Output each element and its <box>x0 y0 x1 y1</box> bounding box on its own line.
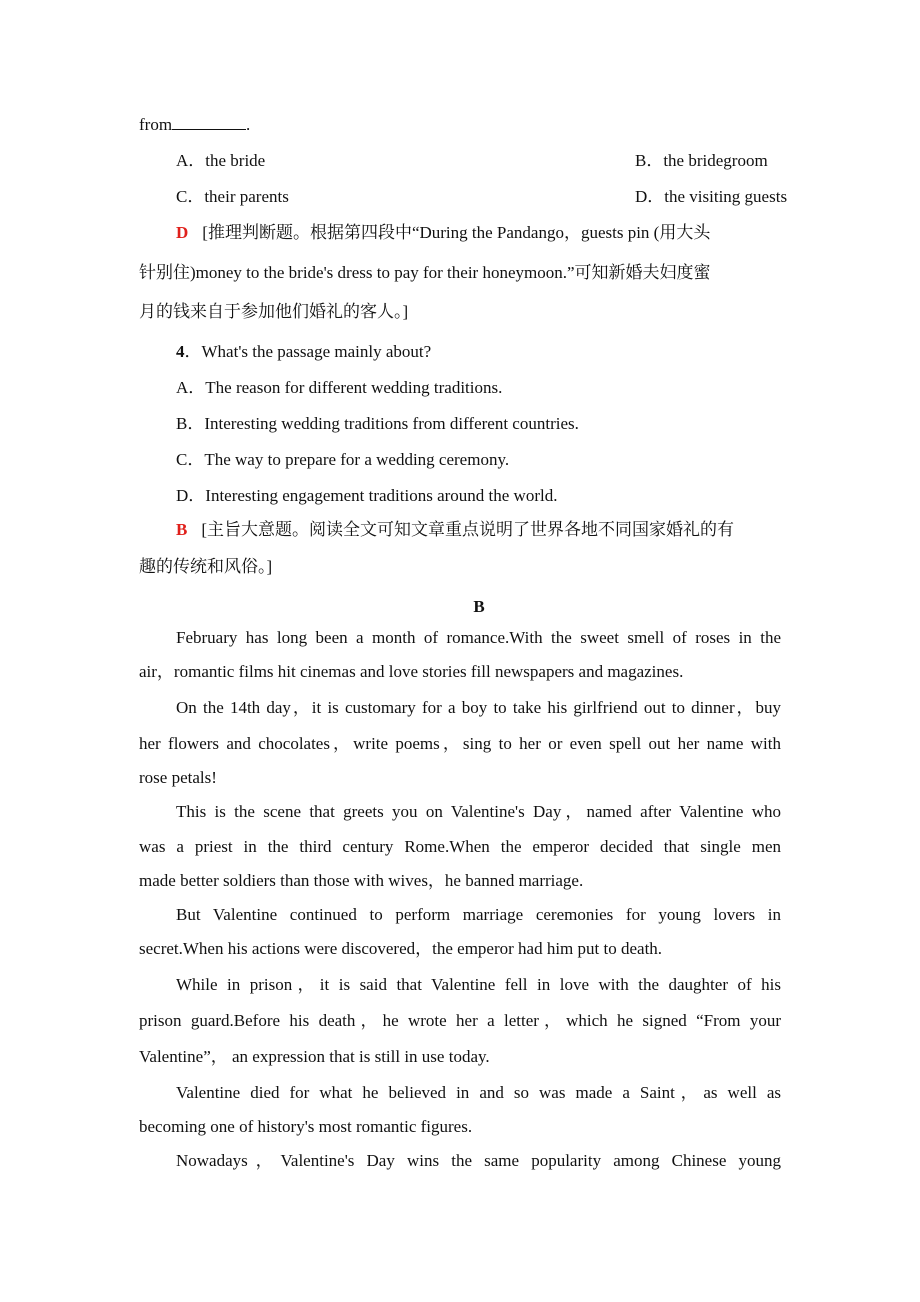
q3-option-d: D．the visiting guests <box>635 187 788 206</box>
answer-blank <box>172 114 246 130</box>
passage-line: prison guard.Before his death，he wrote her a letter，which he signed “From your <box>139 1011 781 1030</box>
passage-line: But Valentine continued to perform marriage ceremonies for young lovers in <box>176 905 781 924</box>
passage-line: February has long been a month of romance.With the sweet smell of roses in the <box>176 628 781 647</box>
q4-option-d: D．Interesting engagement traditions around the world. <box>176 486 558 505</box>
passage-line: This is the scene that greets you on Valentine's Day，named after Valentine who <box>176 802 781 821</box>
q3-explanation-line-1: D [推理判断题。根据第四段中“During the Pandango，guests pin (用大头 <box>176 223 711 242</box>
q3-options-row-1 <box>176 149 781 173</box>
q4-number: 4 <box>176 342 185 361</box>
q4-stem: 4．What's the passage mainly about? <box>176 342 432 361</box>
passage-line: Valentine”， an expression that is still in use today. <box>139 1047 490 1066</box>
passage-line: Valentine died for what he believed in and so was made a Saint，as well as <box>176 1083 781 1102</box>
q3-stem: from . <box>139 115 251 134</box>
q4-answer: B <box>176 520 188 539</box>
passage-line: On the 14th day，it is customary for a boy to take his girlfriend out to dinner，buy <box>176 698 781 717</box>
q3-option-b: B．the bridegroom <box>635 151 768 170</box>
q3-explanation-line-2: 针别住)money to the bride's dress to pay for their honeymoon.”可知新婚夫妇度蜜 <box>139 263 711 282</box>
q3-answer: D <box>176 223 189 242</box>
q3-option-c: C．their parents <box>176 187 289 206</box>
passage-line: air，romantic films hit cinemas and love stories fill newspapers and magazines. <box>139 662 684 681</box>
q3-option-a: A．the bride <box>176 151 266 170</box>
passage-line: her flowers and chocolates，write poems，sing to her or even spell out her name with <box>139 734 781 753</box>
q3-options-row-2 <box>176 185 788 209</box>
passage-line: rose petals! <box>139 768 217 787</box>
passage-line: was a priest in the third century Rome.When the emperor decided that single men <box>139 837 781 856</box>
q4-option-c: C．The way to prepare for a wedding ceremony. <box>176 450 510 469</box>
q4-option-b: B．Interesting wedding traditions from different countries. <box>176 414 579 433</box>
passage-line: secret.When his actions were discovered，the emperor had him put to death. <box>139 939 663 958</box>
passage-line: While in prison，it is said that Valentine fell in love with the daughter of his <box>176 975 781 994</box>
passage-line: becoming one of history's most romantic figures. <box>139 1117 473 1136</box>
q3-explanation-line-3: 月的钱来自于参加他们婚礼的客人。] <box>139 302 409 321</box>
q4-option-a: A．The reason for different wedding traditions. <box>176 378 503 397</box>
passage-heading: B <box>473 597 485 616</box>
passage-line: Nowadays，Valentine's Day wins the same popularity among Chinese young <box>176 1151 781 1170</box>
q4-explanation-line-2: 趣的传统和风俗。] <box>139 557 273 576</box>
q4-explanation-line-1: B [主旨大意题。阅读全文可知文章重点说明了世界各地不同国家婚礼的有 <box>176 520 735 539</box>
passage-line: made better soldiers than those with wives，he banned marriage. <box>139 871 584 890</box>
